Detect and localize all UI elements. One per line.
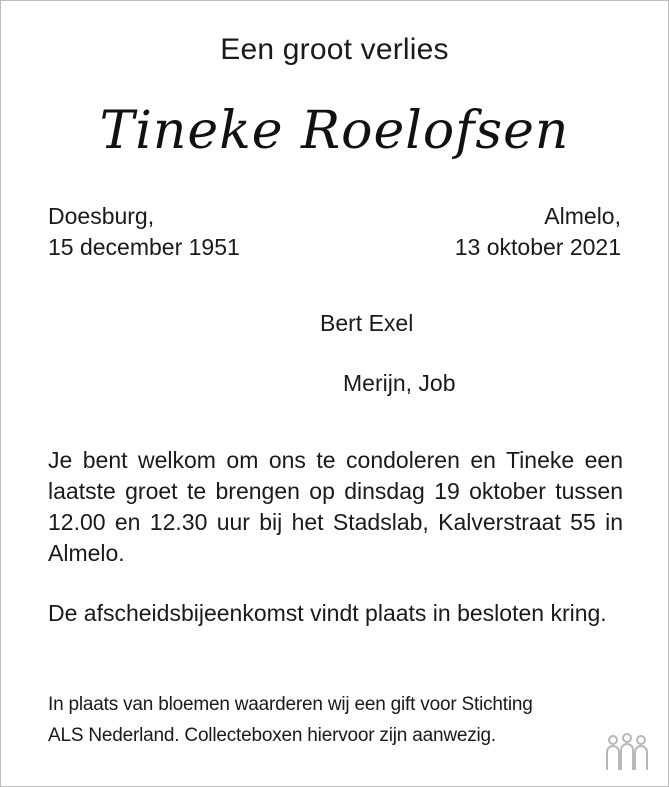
donation-line: In plaats van bloemen waarderen wij een gift voor Stichting — [48, 694, 533, 715]
condolence-paragraph: Je bent welkom om ons te condoleren en Tineke een laatste groet te brengen op dinsdag 19 oktober tussen 12.00 en 12.30 uur bij het Stadslab, Kalverstraat 55 in Almelo. — [48, 447, 623, 566]
donation-paragraph — [48, 689, 628, 751]
farewell-paragraph: De afscheidsbijeenkomst vindt plaats in besloten kring. — [48, 600, 607, 626]
deceased-name: Tineke Roelofsen — [99, 101, 570, 161]
death-place: Almelo, — [544, 203, 621, 229]
partner-name: Bert Exel — [320, 310, 414, 336]
birth-date: 15 december 1951 — [48, 234, 240, 260]
notice-heading: Een groot verlies — [220, 33, 449, 66]
donation-line: ALS Nederland. Collecteboxen hiervoor zijn aanwezig. — [48, 725, 496, 746]
death-date: 13 oktober 2021 — [454, 234, 621, 260]
children-names: Merijn, Job — [343, 370, 456, 396]
birth-place: Doesburg, — [48, 203, 155, 229]
death-info — [455, 201, 621, 263]
birth-info — [48, 201, 240, 263]
people-group-icon — [604, 732, 650, 772]
